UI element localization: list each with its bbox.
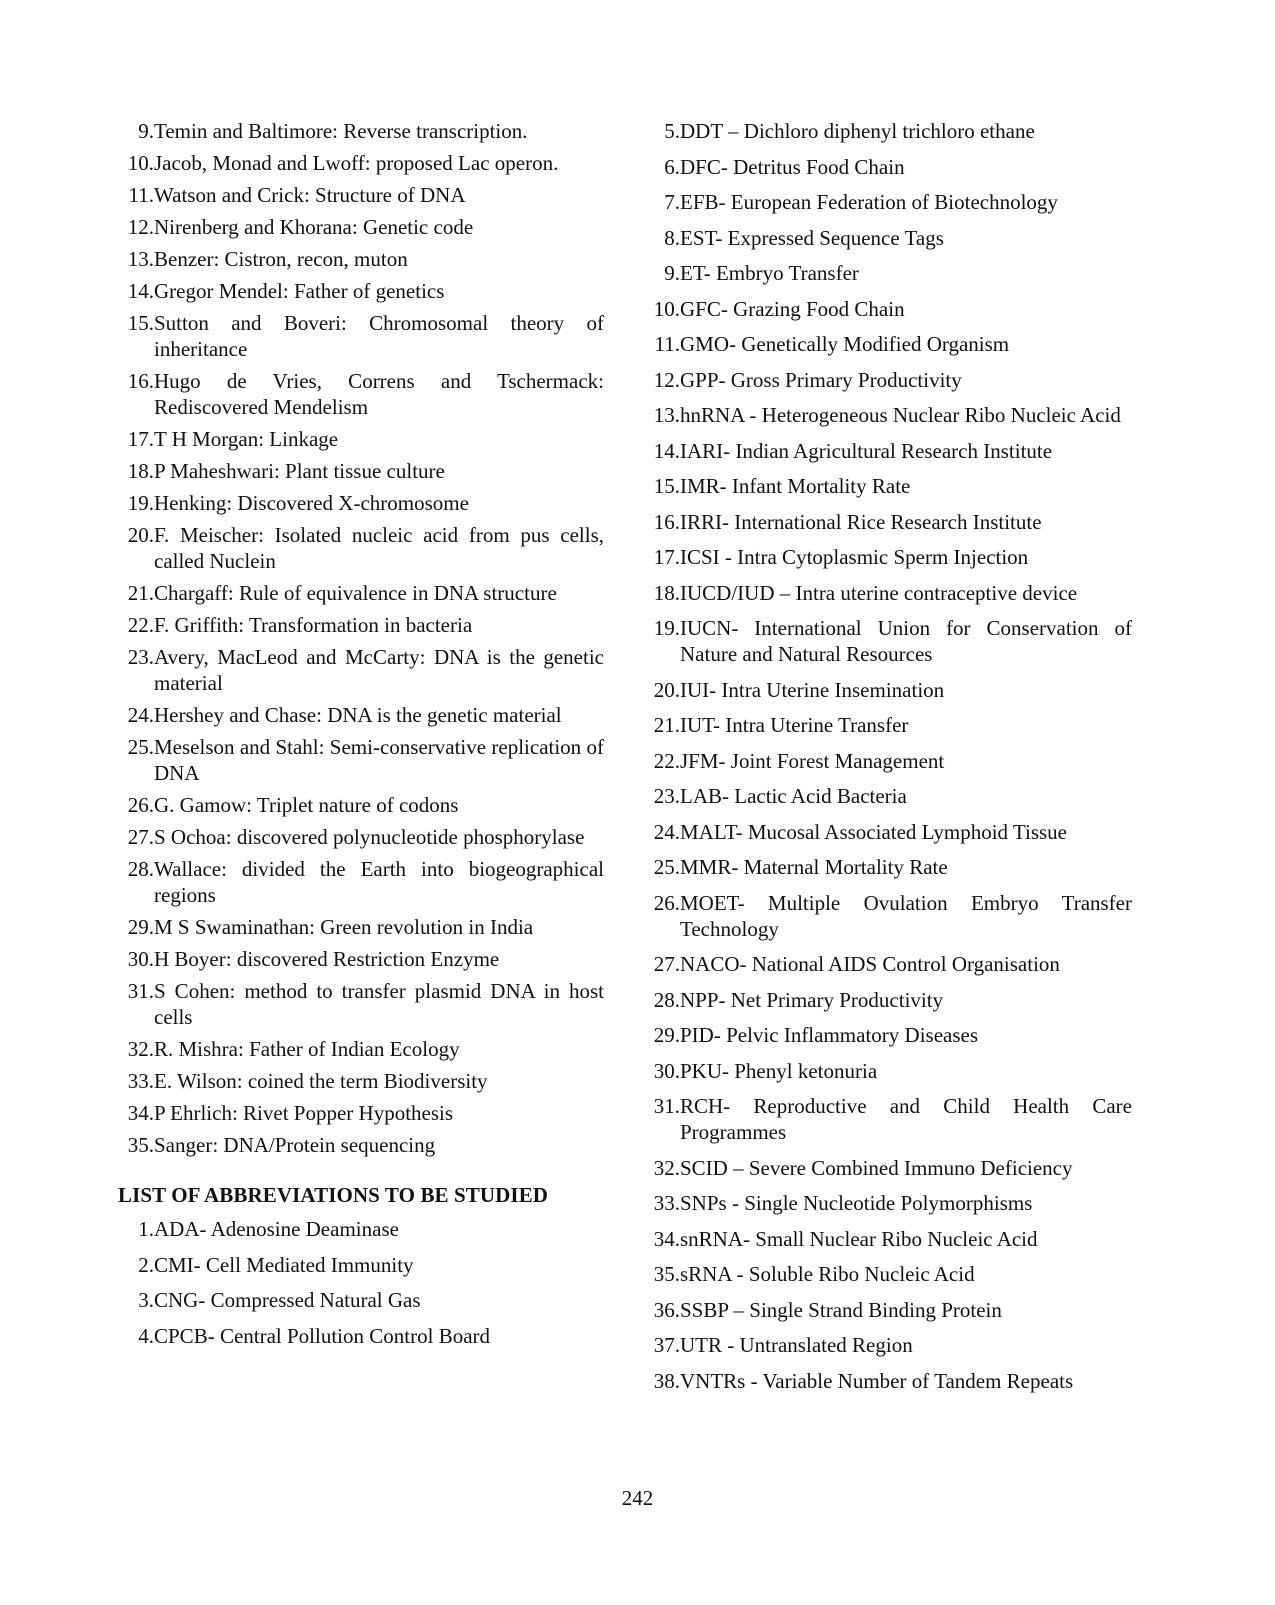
list-item-number-text: 13. (653, 403, 680, 427)
list-item-number (640, 225, 680, 251)
list-item-number (640, 402, 680, 428)
scientist-list-item (114, 580, 604, 606)
list-item-number (640, 819, 680, 845)
list-item-number-text: 13. (127, 247, 154, 271)
list-item-number (640, 1058, 680, 1084)
abbreviation-list-item (640, 296, 1132, 322)
list-item-number-text: 36. (653, 1297, 680, 1322)
list-item-number-text: 22. (127, 613, 154, 637)
abbreviation-list-item (640, 367, 1132, 393)
abbreviation-list-item (640, 509, 1132, 535)
list-item-number (640, 615, 680, 641)
abbreviation-list-left (114, 1216, 604, 1349)
scientist-list-item (114, 1100, 604, 1126)
list-item-text: NACO- National AIDS Control Organisation (680, 952, 1060, 976)
abbreviation-list-item (640, 987, 1132, 1013)
list-item-text: MALT- Mucosal Associated Lymphoid Tissue (680, 819, 1067, 844)
scientist-list-item (114, 246, 604, 272)
list-item-text: Temin and Baltimore: Reverse transcription. (154, 119, 528, 143)
list-item-number (640, 438, 680, 464)
list-item-number-text: 35. (653, 1262, 680, 1286)
list-item-text: Sanger: DNA/Protein sequencing (154, 1133, 436, 1157)
abbreviation-list-item (114, 1252, 604, 1278)
list-item-number (114, 246, 154, 272)
list-item-number-text: 20. (653, 677, 680, 702)
abbreviation-list-item (114, 1323, 604, 1349)
scientist-list-item (114, 914, 604, 940)
abbreviation-list-item (640, 1297, 1132, 1323)
scientist-list-item (114, 458, 604, 484)
list-item-number-text: 11. (128, 183, 154, 207)
list-item-number (114, 522, 154, 548)
list-item-number (640, 1190, 680, 1216)
list-item-text: hnRNA - Heterogeneous Nuclear Ribo Nucleic Acid (680, 403, 1121, 427)
list-item-number-text: 27. (127, 825, 154, 849)
list-item-text: NPP- Net Primary Productivity (680, 987, 944, 1012)
abbreviation-list-item (640, 154, 1132, 180)
list-item-text: Chargaff: Rule of equivalence in DNA structure (154, 581, 557, 605)
list-item-number-text: 21. (653, 713, 680, 737)
abbreviation-list-item (640, 225, 1132, 251)
abbreviation-list-item (640, 438, 1132, 464)
list-item-number-text: 35. (127, 1133, 154, 1157)
list-item-number-text: 30. (653, 1058, 680, 1083)
list-item-text: DFC- Detritus Food Chain (680, 154, 905, 179)
list-item-text: Jacob, Monad and Lwoff: proposed Lac operon. (154, 151, 559, 175)
list-item-number (640, 987, 680, 1013)
list-item-number (640, 951, 680, 977)
list-item-number (114, 150, 154, 176)
list-item-number-text: 16. (653, 509, 680, 534)
abbreviations-heading: LIST OF ABBREVIATIONS TO BE STUDIED (118, 1183, 549, 1207)
abbreviation-list-item (640, 615, 1132, 667)
list-item-number-text: 26. (653, 890, 680, 915)
list-item-number (640, 544, 680, 570)
list-item-text: VNTRs - Variable Number of Tandem Repeats (680, 1368, 1074, 1393)
scientist-list-item (114, 368, 604, 420)
list-item-number (114, 702, 154, 728)
abbreviation-list-item (640, 677, 1132, 703)
list-item-number (640, 1297, 680, 1323)
list-item-number-text: 22. (653, 748, 680, 773)
list-item-number-text: 1. (138, 1217, 154, 1241)
list-item-number (640, 1261, 680, 1287)
list-item-text: IUT- Intra Uterine Transfer (680, 713, 909, 737)
list-item-text: EST- Expressed Sequence Tags (680, 225, 944, 250)
abbreviation-list-item (114, 1287, 604, 1313)
list-item-text: IARI- Indian Agricultural Research Institute (680, 438, 1053, 463)
list-item-number (114, 278, 154, 304)
list-item-text: Meselson and Stahl: Semi-conservative replication of DNA (154, 735, 604, 785)
list-item-number-text: 28. (127, 857, 154, 881)
list-item-number (114, 612, 154, 638)
list-item-number (640, 331, 680, 357)
list-item-number-text: 10. (127, 151, 154, 175)
list-item-text: IRRI- International Rice Research Institute (680, 509, 1042, 534)
list-item-text: Hugo de Vries, Correns and Tschermack: Rediscovered Mendelism (154, 369, 604, 419)
list-item-number-text: 38. (653, 1368, 680, 1393)
list-item-number-text: 10. (653, 296, 680, 321)
list-item-number-text: 29. (127, 915, 154, 939)
list-item-number (640, 1093, 680, 1119)
list-item-number (114, 580, 154, 606)
list-item-number-text: 34. (653, 1226, 680, 1251)
list-item-number-text: 17. (653, 545, 680, 569)
scientist-list-item (114, 278, 604, 304)
list-item-number (640, 748, 680, 774)
abbreviation-list-item (640, 189, 1132, 215)
list-item-number (114, 1100, 154, 1126)
list-item-number (640, 783, 680, 809)
list-item-number (640, 1022, 680, 1048)
list-item-text: P Ehrlich: Rivet Popper Hypothesis (154, 1101, 454, 1125)
list-item-number-text: 11. (654, 332, 680, 356)
list-item-text: UTR - Untranslated Region (680, 1333, 913, 1357)
list-item-number (114, 214, 154, 240)
list-item-text: Watson and Crick: Structure of DNA (154, 183, 466, 207)
abbreviation-list-item (640, 1332, 1132, 1358)
list-item-number (640, 189, 680, 215)
list-item-text: PID- Pelvic Inflammatory Diseases (680, 1023, 979, 1047)
list-item-text: PKU- Phenyl ketonuria (680, 1058, 878, 1083)
list-item-text: H Boyer: discovered Restriction Enzyme (154, 947, 500, 971)
list-item-number (640, 296, 680, 322)
list-item-text: IUI- Intra Uterine Insemination (680, 677, 945, 702)
abbreviation-list-item (640, 783, 1132, 809)
list-item-number-text: 19. (653, 616, 680, 640)
list-item-text: SNPs - Single Nucleotide Polymorphisms (680, 1191, 1033, 1215)
list-item-number (114, 978, 154, 1004)
list-item-text: MMR- Maternal Mortality Rate (680, 855, 948, 879)
list-item-number (114, 490, 154, 516)
list-item-number (640, 1155, 680, 1181)
list-item-number (640, 854, 680, 880)
list-item-number-text: 7. (664, 190, 680, 214)
list-item-number (640, 154, 680, 180)
list-item-text: Hershey and Chase: DNA is the genetic material (154, 703, 562, 727)
list-item-number-text: 14. (653, 438, 680, 463)
abbreviation-list-item (640, 890, 1132, 942)
list-item-text: ICSI - Intra Cytoplasmic Sperm Injection (680, 545, 1029, 569)
list-item-text: RCH- Reproductive and Child Health Care Programmes (680, 1094, 1132, 1144)
list-item-text: Nirenberg and Khorana: Genetic code (154, 215, 474, 239)
list-item-number-text: 24. (653, 819, 680, 844)
list-item-text: E. Wilson: coined the term Biodiversity (154, 1069, 488, 1093)
list-item-text: ET- Embryo Transfer (680, 261, 859, 285)
list-item-number-text: 29. (653, 1023, 680, 1047)
list-item-number (640, 260, 680, 286)
list-item-number-text: 31. (127, 979, 154, 1003)
list-item-text: GFC- Grazing Food Chain (680, 296, 905, 321)
scientist-list-item (114, 824, 604, 850)
scientist-list-item (114, 118, 604, 144)
list-item-number-text: 34. (127, 1101, 154, 1125)
list-item-number-text: 8. (664, 225, 680, 250)
list-item-text: ADA- Adenosine Deaminase (154, 1217, 399, 1241)
list-item-number (640, 473, 680, 499)
list-item-number-text: 27. (653, 952, 680, 976)
scientist-list-item (114, 1036, 604, 1062)
abbreviation-list-item (640, 1093, 1132, 1145)
list-item-number-text: 23. (653, 784, 680, 808)
list-item-text: S Cohen: method to transfer plasmid DNA in host cells (154, 979, 604, 1029)
list-item-number-text: 15. (127, 311, 154, 335)
list-item-number-text: 19. (127, 491, 154, 515)
list-item-number (114, 426, 154, 452)
list-item-text: EFB- European Federation of Biotechnology (680, 190, 1058, 214)
scientist-list (114, 118, 604, 1158)
scientist-list-item (114, 978, 604, 1030)
scientist-list-item (114, 792, 604, 818)
list-item-number-text: 21. (127, 581, 154, 605)
abbreviation-list-item (640, 1022, 1132, 1048)
list-item-text: SCID – Severe Combined Immuno Deficiency (680, 1155, 1073, 1180)
abbreviation-list-item (640, 1155, 1132, 1181)
list-item-number (640, 509, 680, 535)
list-item-text: sRNA - Soluble Ribo Nucleic Acid (680, 1262, 975, 1286)
list-item-number (640, 1368, 680, 1394)
list-item-number-text: 18. (127, 459, 154, 483)
list-item-number-text: 16. (127, 369, 154, 393)
list-item-number-text: 9. (138, 119, 154, 143)
list-item-number-text: 30. (127, 947, 154, 971)
list-item-number (114, 368, 154, 394)
list-item-text: LAB- Lactic Acid Bacteria (680, 784, 907, 808)
abbreviation-list-item (640, 1190, 1132, 1216)
abbreviation-list-item (114, 1216, 604, 1242)
list-item-number (114, 856, 154, 882)
list-item-number (114, 1287, 154, 1313)
list-item-number (114, 1068, 154, 1094)
list-item-text: DDT – Dichloro diphenyl trichloro ethane (680, 119, 1035, 143)
list-item-text: M S Swaminathan: Green revolution in India (154, 915, 534, 939)
scientist-list-item (114, 702, 604, 728)
list-item-number-text: 12. (127, 215, 154, 239)
list-item-number (114, 824, 154, 850)
list-item-number (114, 946, 154, 972)
list-item-text: GMO- Genetically Modified Organism (680, 332, 1010, 356)
list-item-text: Benzer: Cistron, recon, muton (154, 247, 408, 271)
abbreviation-list-item (640, 1261, 1132, 1287)
abbreviation-list-item (640, 331, 1132, 357)
list-item-text: P Maheshwari: Plant tissue culture (154, 459, 445, 483)
scientist-list-item (114, 946, 604, 972)
list-item-text: CMI- Cell Mediated Immunity (154, 1252, 414, 1277)
scientist-list-item (114, 1132, 604, 1158)
list-item-number-text: 4. (138, 1323, 154, 1348)
abbreviation-list-item (640, 580, 1132, 606)
list-item-text: T H Morgan: Linkage (154, 427, 339, 451)
list-item-number-text: 17. (127, 427, 154, 451)
abbreviation-list-item (640, 544, 1132, 570)
abbreviation-list-item (640, 951, 1132, 977)
abbreviation-list-item (640, 260, 1132, 286)
list-item-number-text: 20. (127, 523, 154, 547)
list-item-number-text: 5. (664, 119, 680, 143)
list-item-text: R. Mishra: Father of Indian Ecology (154, 1037, 460, 1061)
list-item-text: CNG- Compressed Natural Gas (154, 1288, 421, 1312)
list-item-number-text: 18. (653, 580, 680, 605)
list-item-number-text: 32. (127, 1037, 154, 1061)
list-item-number-text: 15. (653, 474, 680, 498)
list-item-text: Sutton and Boveri: Chromosomal theory of inheritance (154, 311, 604, 361)
list-item-number (640, 118, 680, 144)
scientist-list-item (114, 734, 604, 786)
list-item-text: Avery, MacLeod and McCarty: DNA is the genetic material (154, 645, 604, 695)
list-item-number (114, 1132, 154, 1158)
list-item-number-text: 31. (653, 1094, 680, 1118)
list-item-number (114, 118, 154, 144)
list-item-number (114, 644, 154, 670)
list-item-text: Gregor Mendel: Father of genetics (154, 279, 445, 303)
list-item-number-text: 23. (127, 645, 154, 669)
abbreviation-list-right (640, 118, 1132, 1394)
list-item-number-text: 24. (127, 703, 154, 727)
list-item-text: snRNA- Small Nuclear Ribo Nucleic Acid (680, 1226, 1038, 1251)
list-item-text: F. Griffith: Transformation in bacteria (154, 613, 473, 637)
list-item-number-text: 33. (653, 1191, 680, 1215)
list-item-text: Wallace: divided the Earth into biogeographical regions (154, 857, 604, 907)
right-column (640, 118, 1132, 1403)
page-number: 242 (621, 1486, 654, 1510)
scientist-list-item (114, 612, 604, 638)
scientist-list-item (114, 644, 604, 696)
list-item-number (114, 458, 154, 484)
abbreviation-list-item (640, 1058, 1132, 1084)
list-item-number (114, 1036, 154, 1062)
list-item-text: IUCN- International Union for Conservation of Nature and Natural Resources (680, 616, 1132, 666)
list-item-text: S Ochoa: discovered polynucleotide phosphorylase (154, 825, 585, 849)
list-item-number (640, 890, 680, 916)
list-item-text: IMR- Infant Mortality Rate (680, 474, 911, 498)
scientist-list-item (114, 856, 604, 908)
abbreviation-list-item (640, 748, 1132, 774)
abbreviation-list-item (640, 854, 1132, 880)
abbreviation-list-item (640, 819, 1132, 845)
list-item-text: JFM- Joint Forest Management (680, 748, 945, 773)
list-item-number (114, 1323, 154, 1349)
abbreviation-list-item (640, 473, 1132, 499)
list-item-text: GPP- Gross Primary Productivity (680, 367, 962, 392)
abbreviation-list-item (640, 1226, 1132, 1252)
list-item-text: MOET- Multiple Ovulation Embryo Transfer Technology (680, 890, 1132, 941)
list-item-text: CPCB- Central Pollution Control Board (154, 1323, 491, 1348)
abbreviation-list-item (640, 1368, 1132, 1394)
list-item-number-text: 32. (653, 1155, 680, 1180)
list-item-number (640, 1226, 680, 1252)
list-item-number (114, 792, 154, 818)
list-item-number (640, 677, 680, 703)
list-item-number (114, 914, 154, 940)
scientist-list-item (114, 1068, 604, 1094)
list-item-number (114, 1216, 154, 1242)
list-item-number-text: 25. (127, 735, 154, 759)
list-item-number (640, 1332, 680, 1358)
list-item-number (114, 734, 154, 760)
list-item-number-text: 3. (138, 1288, 154, 1312)
list-item-text: SSBP – Single Strand Binding Protein (680, 1297, 1002, 1322)
abbreviation-list-item (640, 712, 1132, 738)
list-item-text: F. Meischer: Isolated nucleic acid from pus cells, called Nuclein (154, 523, 604, 573)
list-item-number-text: 2. (138, 1252, 154, 1277)
scientist-list-item (114, 522, 604, 574)
list-item-number (640, 580, 680, 606)
scientist-list-item (114, 182, 604, 208)
list-item-number-text: 26. (127, 793, 154, 817)
abbreviation-list-item (640, 402, 1132, 428)
list-item-text: Henking: Discovered X-chromosome (154, 491, 469, 515)
list-item-text: IUCD/IUD – Intra uterine contraceptive device (680, 580, 1078, 605)
list-item-number-text: 12. (653, 367, 680, 392)
abbreviation-list-item (640, 118, 1132, 144)
scientist-list-item (114, 490, 604, 516)
list-item-number (640, 712, 680, 738)
list-item-number (114, 310, 154, 336)
list-item-number (114, 182, 154, 208)
list-item-number-text: 25. (653, 855, 680, 879)
scientist-list-item (114, 214, 604, 240)
list-item-number-text: 14. (127, 279, 154, 303)
list-item-number-text: 37. (653, 1333, 680, 1357)
list-item-number-text: 9. (664, 261, 680, 285)
scientist-list-item (114, 310, 604, 362)
scientist-list-item (114, 150, 604, 176)
list-item-text: G. Gamow: Triplet nature of codons (154, 793, 459, 817)
list-item-number (640, 367, 680, 393)
list-item-number-text: 33. (127, 1069, 154, 1093)
list-item-number (114, 1252, 154, 1278)
list-item-number-text: 6. (664, 154, 680, 179)
left-column (114, 118, 604, 1358)
list-item-number-text: 28. (653, 987, 680, 1012)
scientist-list-item (114, 426, 604, 452)
